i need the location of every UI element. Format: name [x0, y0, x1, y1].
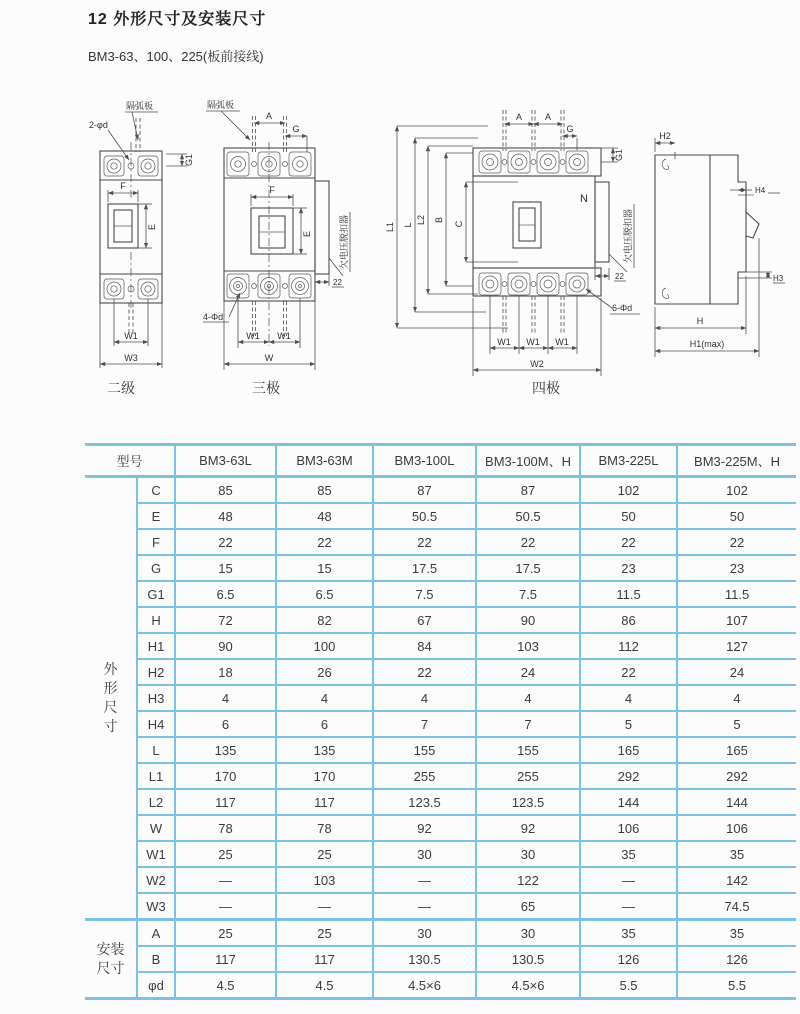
dim-l1-label: L1 — [385, 221, 395, 233]
dimension-symbol: H4 — [137, 711, 175, 737]
undervoltage-release-label: 欠电压脱扣器 — [623, 208, 633, 264]
table-row — [85, 867, 796, 893]
dimension-value: 6 — [175, 711, 276, 737]
dimension-value: 7 — [476, 711, 580, 737]
dimension-value: 126 — [677, 946, 796, 972]
dim-a-label: A — [544, 112, 552, 122]
dimension-value: 24 — [476, 659, 580, 685]
dimension-value: 48 — [175, 503, 276, 529]
table-row — [85, 841, 796, 867]
table-row — [85, 581, 796, 607]
dim-c-label: C — [454, 220, 464, 228]
dimension-symbol: A — [137, 920, 175, 947]
dimension-value: — — [175, 867, 276, 893]
dimension-value: 255 — [476, 763, 580, 789]
table-row — [85, 659, 796, 685]
dimension-value: 7.5 — [373, 581, 476, 607]
dimension-value: 22 — [476, 529, 580, 555]
dimension-value: 103 — [476, 633, 580, 659]
dimension-value: 5.5 — [677, 972, 796, 999]
dimension-value: 22 — [580, 529, 677, 555]
dimension-value: 165 — [580, 737, 677, 763]
table-row — [85, 685, 796, 711]
dimension-value: 24 — [677, 659, 796, 685]
table-row — [85, 972, 796, 999]
dim-22-label: 22 — [333, 278, 342, 287]
dim-w1-label: W1 — [124, 331, 138, 341]
dimension-value: 5 — [580, 711, 677, 737]
dimension-value: 15 — [175, 555, 276, 581]
dim-a-label: A — [515, 112, 523, 122]
table-row — [85, 711, 796, 737]
dimension-value: 107 — [677, 607, 796, 633]
dim-h1-label: H1(max) — [689, 339, 725, 349]
drawing-side-view — [642, 112, 800, 374]
model-header: BM3-63M — [276, 445, 373, 477]
dimensions-table — [85, 443, 796, 1000]
dimension-value: 35 — [580, 920, 677, 947]
dimension-value: — — [373, 893, 476, 920]
four-pole-dimensions — [385, 112, 626, 376]
dimension-symbol: H — [137, 607, 175, 633]
drawing-four-pole — [385, 96, 643, 396]
dimension-value: 78 — [276, 815, 373, 841]
dimension-symbol: H2 — [137, 659, 175, 685]
dimension-value: 135 — [276, 737, 373, 763]
dimension-value: 74.5 — [677, 893, 796, 920]
drawing-two-pole — [88, 96, 208, 386]
dimension-value: 155 — [476, 737, 580, 763]
dimension-value: 142 — [677, 867, 796, 893]
dimension-value: 123.5 — [476, 789, 580, 815]
dimension-value: 82 — [276, 607, 373, 633]
dimension-symbol: L — [137, 737, 175, 763]
table-row — [85, 789, 796, 815]
three-pole-callouts — [203, 99, 350, 322]
dimension-value: 92 — [373, 815, 476, 841]
dimension-value: 15 — [276, 555, 373, 581]
dimension-value: 50 — [580, 503, 677, 529]
dimension-value: 135 — [175, 737, 276, 763]
dimension-value: — — [373, 867, 476, 893]
dimension-symbol: L1 — [137, 763, 175, 789]
four-pole-centerlines — [503, 110, 564, 334]
table-header-row — [85, 445, 796, 477]
dimension-value: 87 — [373, 477, 476, 504]
caption-four-pole: 四极 — [532, 380, 560, 396]
dim-e-label: E — [302, 230, 312, 238]
dimension-value: 102 — [677, 477, 796, 504]
dim-h-label: H — [696, 316, 704, 326]
dimension-value: 5 — [677, 711, 796, 737]
dimension-value: 50.5 — [476, 503, 580, 529]
hole-count-label: 6-Φd — [612, 303, 633, 313]
table-row — [85, 893, 796, 920]
three-pole-dimensions — [224, 111, 344, 370]
dimension-value: — — [276, 893, 373, 920]
group-label: 外形尺寸 — [85, 477, 137, 920]
dimension-symbol: G1 — [137, 581, 175, 607]
table-row — [85, 946, 796, 972]
table-row — [85, 633, 796, 659]
dimension-symbol: F — [137, 529, 175, 555]
drawing-three-pole — [203, 96, 371, 386]
model-header: BM3-100L — [373, 445, 476, 477]
three-pole-body-outline — [224, 148, 329, 301]
table-row — [85, 503, 796, 529]
dimension-value: 85 — [276, 477, 373, 504]
undervoltage-release-label: 欠电压脱扣器 — [339, 214, 349, 270]
svg-marker-defs — [0, 0, 1, 1]
dim-a-label: A — [265, 111, 273, 121]
dimension-value: 72 — [175, 607, 276, 633]
dimension-value: 7 — [373, 711, 476, 737]
dim-w3-label: W3 — [124, 353, 138, 363]
dimension-value: 30 — [476, 841, 580, 867]
dimension-value: 117 — [276, 789, 373, 815]
hole-count-label: 2-φd — [89, 120, 108, 130]
dimension-value: 90 — [476, 607, 580, 633]
dimension-value: 130.5 — [476, 946, 580, 972]
four-pole-callouts — [586, 204, 640, 314]
dimension-value: 86 — [580, 607, 677, 633]
dimensions-table-body — [85, 445, 796, 999]
dimension-value: 48 — [276, 503, 373, 529]
dim-w1-label: W1 — [246, 331, 260, 341]
dim-g-label: G — [292, 124, 300, 134]
dimension-value: 22 — [276, 529, 373, 555]
dimension-value: 100 — [276, 633, 373, 659]
dimension-symbol: C — [137, 477, 175, 504]
dimension-value: 4 — [677, 685, 796, 711]
table-row — [85, 555, 796, 581]
dim-f-label: F — [120, 181, 126, 191]
dimension-symbol: H3 — [137, 685, 175, 711]
dimension-value: 35 — [677, 841, 796, 867]
dimension-value: 6 — [276, 711, 373, 737]
table-row — [85, 607, 796, 633]
dimension-symbol: G — [137, 555, 175, 581]
dimension-value: 65 — [476, 893, 580, 920]
dimension-symbol: B — [137, 946, 175, 972]
dim-l2-label: L2 — [416, 214, 426, 226]
dimension-value: 130.5 — [373, 946, 476, 972]
model-header: BM3-63L — [175, 445, 276, 477]
dimension-value: — — [580, 893, 677, 920]
dimension-symbol: W1 — [137, 841, 175, 867]
dim-h2-label: H2 — [659, 131, 671, 141]
dimension-value: 90 — [175, 633, 276, 659]
dimension-value: 4.5×6 — [373, 972, 476, 999]
dimension-value: 5.5 — [580, 972, 677, 999]
dimension-value: 25 — [175, 920, 276, 947]
dimension-value: 126 — [580, 946, 677, 972]
table-row — [85, 477, 796, 504]
dimension-value: 50.5 — [373, 503, 476, 529]
dimension-value: 85 — [175, 477, 276, 504]
dimension-value: 144 — [677, 789, 796, 815]
dimension-value: 165 — [677, 737, 796, 763]
dimension-value: 25 — [175, 841, 276, 867]
dim-h3-label: H3 — [773, 274, 784, 283]
dimension-value: 6.5 — [276, 581, 373, 607]
dimension-value: 25 — [276, 920, 373, 947]
dimension-value: 22 — [580, 659, 677, 685]
dim-g-label: G — [566, 124, 574, 134]
dimension-symbol: W3 — [137, 893, 175, 920]
dimension-value: 4 — [175, 685, 276, 711]
dim-g1-label: G1 — [184, 153, 194, 167]
table-row — [85, 815, 796, 841]
dimension-value: 35 — [677, 920, 796, 947]
dimension-value: 144 — [580, 789, 677, 815]
caption-three-pole: 三极 — [252, 380, 280, 396]
dim-w1-label: W1 — [555, 337, 569, 347]
dimension-value: 4 — [580, 685, 677, 711]
dimension-value: 4 — [373, 685, 476, 711]
dimension-symbol: E — [137, 503, 175, 529]
dimension-value: 30 — [373, 920, 476, 947]
dim-w-label: W — [264, 353, 274, 363]
dimension-value: 292 — [580, 763, 677, 789]
page-title: 12 外形尺寸及安装尺寸 — [88, 11, 267, 28]
group-label: 安装尺寸 — [85, 920, 137, 999]
dimension-value: 22 — [373, 529, 476, 555]
dim-h4-label: H4 — [755, 186, 766, 195]
dimension-value: 11.5 — [580, 581, 677, 607]
dimension-value: 17.5 — [373, 555, 476, 581]
model-header: BM3-225L — [580, 445, 677, 477]
three-pole-centerlines — [253, 116, 287, 346]
dimension-value: 4 — [476, 685, 580, 711]
side-view-outline — [655, 155, 759, 304]
dimension-value: 117 — [175, 946, 276, 972]
four-pole-body-outline — [473, 148, 609, 296]
dim-f-label: F — [269, 185, 275, 195]
dimension-value: 67 — [373, 607, 476, 633]
dimension-value: 103 — [276, 867, 373, 893]
table-row — [85, 920, 796, 947]
dim-l-label: L — [403, 222, 413, 228]
dimension-value: 18 — [175, 659, 276, 685]
model-column-header: 型号 — [85, 445, 175, 477]
dim-w1-label: W1 — [497, 337, 511, 347]
dim-b-label: B — [434, 216, 444, 224]
dimension-value: 4.5 — [276, 972, 373, 999]
dimension-value: 122 — [476, 867, 580, 893]
dimension-value: 4 — [276, 685, 373, 711]
dimension-value: 17.5 — [476, 555, 580, 581]
dim-g1-label: G1 — [614, 148, 624, 162]
dimension-value: 26 — [276, 659, 373, 685]
caption-two-pole: 二级 — [107, 380, 135, 396]
dim-e-label: E — [147, 223, 157, 231]
dim-w1-label: W1 — [526, 337, 540, 347]
dimension-value: 7.5 — [476, 581, 580, 607]
dimension-value: 117 — [276, 946, 373, 972]
dimension-value: 127 — [677, 633, 796, 659]
dimension-value: 106 — [580, 815, 677, 841]
model-header: BM3-100M、H — [476, 445, 580, 477]
dimension-value: 117 — [175, 789, 276, 815]
dimension-value: 123.5 — [373, 789, 476, 815]
dim-22-label: 22 — [615, 272, 624, 281]
dimension-value: 25 — [276, 841, 373, 867]
dimension-value: 170 — [276, 763, 373, 789]
dimension-value: 30 — [373, 841, 476, 867]
dimension-value: 4.5 — [175, 972, 276, 999]
dimension-symbol: W — [137, 815, 175, 841]
dimension-value: 35 — [580, 841, 677, 867]
dim-w2-label: W2 — [530, 359, 544, 369]
model-header: BM3-225M、H — [677, 445, 796, 477]
dimension-value: 78 — [175, 815, 276, 841]
dimension-value: 23 — [677, 555, 796, 581]
dimension-symbol: φd — [137, 972, 175, 999]
dimension-value: 6.5 — [175, 581, 276, 607]
dimension-value: 170 — [175, 763, 276, 789]
arc-plate-callout-label: 隔弧板 — [126, 101, 154, 111]
hole-count-label: 4-Φd — [203, 312, 224, 322]
dimension-value: 92 — [476, 815, 580, 841]
dimension-value: 155 — [373, 737, 476, 763]
dimension-value: 292 — [677, 763, 796, 789]
dimension-value: 84 — [373, 633, 476, 659]
dimension-symbol: L2 — [137, 789, 175, 815]
table-row — [85, 763, 796, 789]
table-row — [85, 529, 796, 555]
side-view-dimensions — [655, 131, 785, 357]
dimension-value: 112 — [580, 633, 677, 659]
neutral-pole-label: N — [580, 193, 588, 205]
dimension-value: 30 — [476, 920, 580, 947]
dimension-value: 87 — [476, 477, 580, 504]
dimension-value: 50 — [677, 503, 796, 529]
dimension-value: 22 — [373, 659, 476, 685]
dimension-value: 102 — [580, 477, 677, 504]
two-pole-dimensions — [100, 154, 194, 368]
dimension-symbol: W2 — [137, 867, 175, 893]
dimension-value: 11.5 — [677, 581, 796, 607]
dimension-value: 22 — [175, 529, 276, 555]
dimension-value: 4.5×6 — [476, 972, 580, 999]
dimension-value: 106 — [677, 815, 796, 841]
dimension-value: 22 — [677, 529, 796, 555]
dimension-value: — — [580, 867, 677, 893]
dimension-value: 23 — [580, 555, 677, 581]
dimension-symbol: H1 — [137, 633, 175, 659]
dim-w1-label: W1 — [277, 331, 291, 341]
arc-plate-callout-label: 隔弧板 — [207, 100, 235, 110]
dimension-value: — — [175, 893, 276, 920]
dimension-value: 255 — [373, 763, 476, 789]
page-subtitle: BM3-63、100、225(板前接线) — [88, 49, 264, 64]
table-row — [85, 737, 796, 763]
